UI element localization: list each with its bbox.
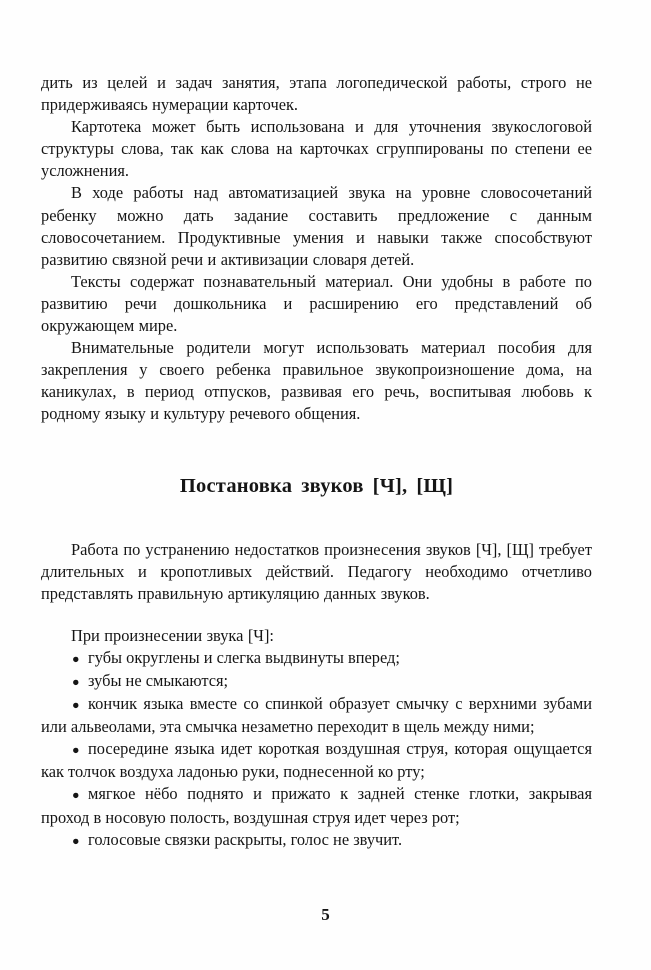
paragraph: Внимательные родители могут использовать материал пособия для закрепления у своего ребенка правильное звукопроизношение дома, на каникулах, в период отпусков, развивая его речь, воспитывая любовь к родному языку и культуру речевого общения. [41,338,592,424]
list-item [41,670,592,693]
bullet-icon: ● [72,674,80,689]
paragraph: В ходе работы над автоматизацией звука на уровне словосочетаний ребенку можно дать задание составить предложение с данным словосочетанием. Продуктивные умения и навыки также способствуют развитию связной речи и активизации словаря детей. [41,183,592,269]
list-item [41,783,592,828]
section-intro-paragraph: Работа по устранению недостатков произнесения звуков [Ч], [Щ] требует длительных и кропотливых действий. Педагогу необходимо отчетливо представлять правильную артикуляцию данных звуков. [41,539,592,603]
bullet-icon: ● [72,788,80,803]
paragraph: Картотека может быть использована и для уточнения звукослоговой структуры слова, так как слова на карточках сгруппированы по степени ее усложнения. [41,117,592,181]
list-item [41,693,592,738]
page-number: 5 [321,905,330,924]
list-item-text: кончик языка вместе со спинкой образует смычку с верхними зубами или альвеолами, эта смычка незаметно переходит в щель между ними; [41,694,592,737]
spacer [41,499,592,539]
bullet-icon: ● [72,698,80,713]
list-item-text: губы округлены и слегка выдвинуты вперед; [88,647,400,667]
list-item-text: зубы не смыкаются; [88,670,229,690]
list-lead-in: При произнесении звука [Ч]: [71,625,274,645]
bullet-icon: ● [72,743,80,758]
page-text-block [41,72,592,852]
list-item-text: голосовые связки раскрыты, голос не звучит. [88,829,403,849]
list-item [41,738,592,783]
bullet-icon: ● [72,833,80,848]
articulation-bullet-list [41,647,592,852]
spacer [41,605,592,625]
paragraph: Тексты содержат познавательный материал. Они удобны в работе по развитию речи дошкольника и расширению его представлений об окружающем мире. [41,271,592,336]
list-item-text: посередине языка идет короткая воздушная струя, которая ощущается как толчок воздуха ладонью руки, поднесенной ко рту; [41,739,592,782]
list-item-text: мягкое нёбо поднято и прижато к задней стенке глотки, закрывая проход в носовую полость, воздушная струя идет через рот; [41,784,592,827]
section-heading: Постановка звуков [Ч], [Щ] [179,474,454,497]
list-item [41,829,592,852]
list-item [41,647,592,670]
bullet-icon: ● [72,651,80,666]
spacer [41,426,592,473]
paragraph-continued: дить из целей и задач занятия, этапа логопедической работы, строго не придерживаясь нумерации карточек. [41,73,592,115]
